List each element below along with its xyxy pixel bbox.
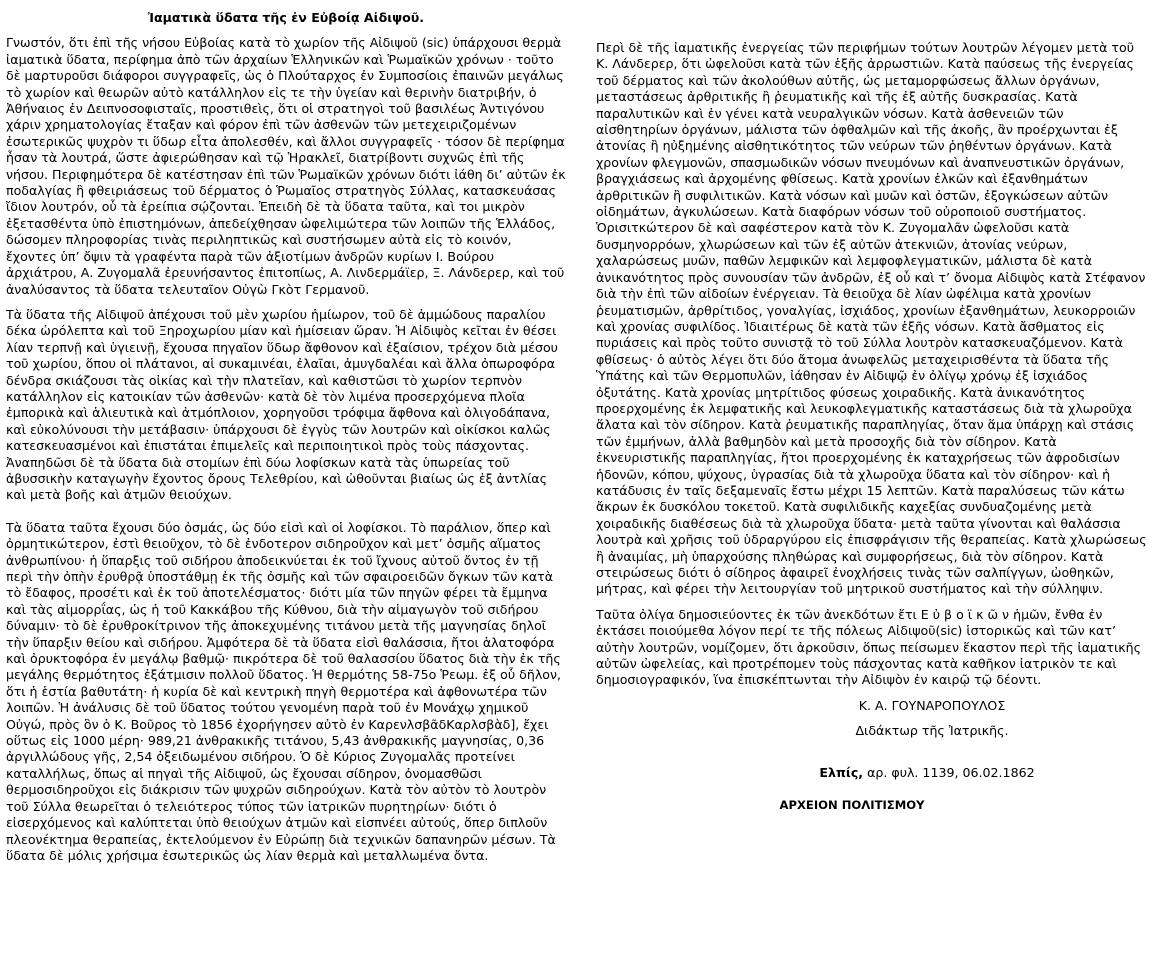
source-citation [706,765,1148,781]
paragraph-intro: Γνωστόν, ὅτι ἐπὶ τῆς νήσου Εὐβοίας κατὰ τὸ χωρίον τῆς Αἰδιψοῦ (sic) ὑπάρχουσι θερμὰ ἰαματικὰ ὕδατα, περίφημα ἀπὸ τῶν ἀρχαίων Ἑλληνικῶν καὶ Ῥωμαϊκῶν χρόνων · τοῦτο δὲ μαρτυροῦσι διάφοροι συγγραφεῖς, ὡς ὁ Πλούταρχος ἐν Συμποσίοις ἐπαινῶν μεγάλως τὸ χωρίον καὶ θεωρῶν αὐτὸ κατάλληλον εἰς τε τὴν ὑγείαν καὶ θερινὴν διατριβήν, ὁ Ἀθήναιος ἐν Δειπνοσοφισταῖς, προστιθεὶς, ὅτι οἱ στρατηγοὶ τοῦ βασιλέως Ἀντιγόνου χάριν χρηματολογίας ἔταξαν καὶ φόρον ἐπὶ τῶν ἀσθενῶν τῶν μετεχειριζομένων ἐσωτερικῶς ψυχρὸν τι ὕδωρ εἶτα ἀπολεσθέν, καὶ ἄλλοι συγγραφεῖς · τόσον δὲ περίφημα ἦσαν τὰ λουτρά, ὥστε ἀφιερώθησαν καὶ τῷ Ἡρακλεῖ, διατρίβοντι συχνῶς ἐπὶ τῆς νήσου. Περιφημότερα δὲ κατέστησαν ἐπὶ τῶν Ῥωμαϊκῶν χρόνων διότι ἰάθη δι’ αὐτῶν ἐκ ποδαλγίας ἢ φθειριάσεως τοῦ δέρματος ὁ Ῥωμαῖος στρατηγὸς Σύλλας, κατασκευάσας ἴδιον λουτρόν, οὗ τὰ ἐρείπια σῴζονται. Ἐπειδὴ δὲ τὰ ὕδατα ταῦτα, καὶ τοι μικρὸν ἐξετασθέντα ὑπὸ ἐπιστημόνων, ἀπεδείχθησαν ὠφελιμώτερα τῶν λοιπῶν τῆς Ἑλλάδος, δώσομεν πληροφορίας τινὰς περιληπτικῶς καὶ συστήσωμεν αὐτὰ εἰς τὸ κοινόν, ἔχοντες ὑπ’ ὄψιν τὰ γραφέντα παρὰ τῶν ἀξιοτίμων ἀνδρῶν κυρίων Ι. Βούρου ἀρχιάτρου, Α. Ζυγομαλᾶ ἐρευνήσαντος ἐπιτοπίως, Α. Λινδερμάϊερ, Ξ. Λάνδερερ, καὶ τοῦ ἀναλύσαντος τὰ ὕδατα τελευταῖον Οὐγὼ Γκὸτ Γερμανοῦ. [6,35,566,297]
right-column [596,40,1148,813]
author-name: Κ. Α. ΓΟΥΝΑΡΟΠΟΥΛΟΣ [858,697,1006,713]
author-role: Διδάκτωρ τῆς Ἰατρικῆς. [855,723,1009,739]
paragraph-location: Τὰ ὕδατα τῆς Αἰδιψοῦ ἀπέχουσι τοῦ μὲν χωρίου ἡμίωρον, τοῦ δὲ ἀμμώδους παραλίου δέκα ὡρόλεπτα καὶ τοῦ Ξηροχωρίου μίαν καὶ ἡμίσειαν ὥραν. Ἡ Αἰδιψὸς κεῖται ἐν θέσει λίαν τερπνῇ καὶ ὑγιεινῇ, ἔχουσα πηγαῖον ὕδωρ ἄφθονον καὶ ἐξαίσιον, τρέχον διὰ μέσου τοῦ χωρίου, ὅπου οἱ πλάτανοι, αἱ συκαμινέαι, ἐλαῖαι, ἀμυγδαλέαι καὶ ἄλλα ὀπωροφόρα δένδρα σκιάζουσι τὰς οἰκίας καὶ τὴν πλατεῖαν, καὶ καθιστῶσι τὸ χωρίον τερπνὸν κατάλληλον εἰς κατοικίαν τῶν ἀσθενῶν· κατὰ δὲ τὸν λιμένα προσερχόμενα πλοῖα ἐμπορικὰ καὶ ἁλιευτικὰ καὶ ἀτμόπλοιον, χορηγοῦσι τρόφιμα ἄφθονα καὶ ὀλιγοδάπανα, καὶ εὐκολύνουσι τὴν μετάβασιν· ὑπάρχουσι δὲ ἐγγὺς τῶν λουτρῶν καὶ οἰκίσκοι καλῶς κατεσκευασμένοι καὶ ἐπιστάται ἐπιμελεῖς καὶ περιποιητικοὶ πρὸς τοὺς πάσχοντας. Ἀναπηδῶσι δὲ τὰ ὕδατα διὰ στομίων ἐπὶ δύω λοφίσκων κατὰ τὰς ὑπωρείας τοῦ ἀβυσσικὴν καταγωγὴν ἔχοντος ὄρους Τελεθρίου, καὶ ὠθοῦνται βιαίως ὡς ἐξ ἀντλίας καὶ μετὰ βοῆς καὶ ἀτμῶν θειούχων. [6,306,558,503]
issue-details: αρ. φυλ. 1139, 06.02.1862 [863,764,1035,780]
archive-label: ΑΡΧΕΙΟΝ ΠΟΛΙΤΙΣΜΟΥ [779,798,925,813]
paragraph-therapeutic-effects: Περὶ δὲ τῆς ἰαματικῆς ἐνεργείας τῶν περιφήμων τούτων λουτρῶν λέγομεν μετὰ τοῦ Κ. Λάνδερερ, ὅτι ὠφελοῦσι κατὰ τῶν ἑξῆς ἀρρωστιῶν. Κατὰ παύσεως τῆς ἐνεργείας τοῦ δέρματος καὶ τῶν ἀκολούθων αὐτῆς, ὡς μεταμορφώσεως ἄλλων ὀργάνων, μεταστάσεως ἀρθριτικῆς ἢ ῥευματικῆς καὶ τῆς ἐξ αὐτῆς δυσκρασίας. Κατὰ παραλυτικῶν καὶ ἐν γένει κατὰ νευραλγικῶν νόσων. Κατὰ ἀσθενειῶν τῶν αἰσθητηρίων ὀργάνων, μάλιστα τῶν ὀφθαλμῶν καὶ τῆς ἀκοῆς, ἂν προέρχωνται ἐξ ἀτονίας ἢ ηὐξημένης αἰσθητικότητος τῶν νεύρων τῶν ῥηθέντων ὀργάνων. Κατὰ χρονίων φλεγμονῶν, σπασμωδικῶν νόσων πνευμόνων καὶ ἀναπνευστικῶν ὀργάνων, βραγχιάσεως καὶ ἀρχομένης φθίσεως. Κατὰ χρονίων ἑλκῶν καὶ ἐξανθημάτων ἀρθριτικῶν ἢ συφιλιτικῶν. Κατὰ νόσων καὶ μυῶν καὶ ὀστῶν, ἐξογκώσεων αὐτῶν οἰδημάτων, ἀγκυλώσεων. Κατὰ διαφόρων νόσων τοῦ οὐροποιοῦ συστήματος. Ὁρισιτκώτερον δὲ καὶ σαφέστερον κατὰ τὸν Κ. Ζυγομαλᾶν ὠφελοῦσι κατὰ δυσμηνορρόων, χλωρώσεων καὶ τῶν ἐξ αὐτῶν ἀτεκνιῶν, ἀτονίας νεύρων, χαλαρώσεως μυῶν, παθῶν λεμφικῶν καὶ λεμφοφλεγματικῶν, μάλιστα δὲ κατὰ ἀνικανότητος πρὸς συνουσίαν τῶν ἀνδρῶν, ἐξ οὗ καὶ τ’ ὄνομα Αἰδιψὸς κατὰ Στέφανον διὰ τὴν ἐπὶ τῶν αἰδοίων ἐνέργειαν. Τὰ θειοῦχα δὲ λίαν ὠφέλιμα κατὰ χρονίων ῥευματισμῶν, ἀρθρίτιδος, γοναλγίας, ἰσχιάδος, χρονίων ἐξανθημάτων, λευκορροιῶν καὶ χρονίας συφιλίδος. Ἰδιαιτέρως δὲ κατὰ τῶν ἑξῆς νόσων. Κατὰ ἄσθματος εἰς πυριάσεις καὶ πρὸς τοῦτο συνιστᾷ τὸ τοῦ Σύλλα λουτρὸν κατασκευαζόμενον. Κατὰ φθίσεως· ὁ αὐτὸς λέγει ὅτι δύο ἄτομα ἀνωφελῶς μεταχειρισθέντα τὰ ὕδατα τῆς Ὑπάτης καὶ τῶν Θερμοπυλῶν, ἰάθησαν ἐν Αἰδιψῷ ἐν ὀλίγῳ χρόνῳ ἐξ ἰσχιάδος ὀξυτάτης. Κατὰ χρονίας μητρίτιδος φύσεως χοιραδικῆς. Κατὰ ἀνικανότητος προερχομένης ἐκ λεμφατικῆς καὶ λευκοφλεγματικῆς καταστάσεως διὰ τὰ χλωροῦχα ἅλατα καὶ τὸν σίδηρον. Κατὰ ῥευματικῆς παραπληγίας, ὅταν ἅμα ὑπάρχῃ καὶ στάσις τῶν ἐμμήνων, ἀλλὰ βαθμηδὸν καὶ μετὰ προσοχῆς διὰ τὸν σίδηρον. Κατὰ ἐκνευριστικῆς παραπληγίας, ἤτοι προερχομένης ἐκ καταχρήσεως τῶν ἀφροδισίων ἡδονῶν, κόπου, ψύχους, ὑγρασίας διὰ τὰ χλωροῦχα ὕδατα καὶ τὸν σίδηρον· καὶ ἡ κατάδυσις ἐν ταῖς δεξαμεναῖς ἔστω μέχρι 15 λεπτῶν. Κατὰ παραλύσεως τῶν κάτω ἄκρων ἐκ δυσκόλου τοκετοῦ. Κατὰ συφιλιδικῆς καχεξίας συνδυαζομένης μετὰ χοιραδικῆς διαθέσεως διὰ τὰ χλωροῦχα ὕδατα· μετὰ ταῦτα γίνονται καὶ θαλάσσια λουτρὰ καὶ χρῆσις τοῦ ὑδραργύρου εἰς ἐπισφράγισιν τῆς θεραπείας. Κατὰ χλωρώσεως ἢ ἀναιμίας, μὴ ὑπαρχούσης πληθώρας καὶ συμφορήσεως, διὰ τὸν σίδηρον. Κατὰ στειρώσεως διότι ὁ σίδηρος ἀφαιρεῖ ἐνοχλήσεις τινὰς τῶν σαλπίγγων, ὠοθηκῶν, μήτρας, καὶ φέρει τὴν λειτουργίαν τοῦ μητρικοῦ συστήματος καὶ τὴν σύλληψιν. [596,40,1147,597]
left-column [6,10,566,864]
article-title: Ἰαματικὰ ὕδατα τῆς ἐν Εὐβοίᾳ Αἰδιψοῦ. [147,10,425,25]
newspaper-name: Ελπίς, [819,764,864,780]
paragraph-conclusion: Ταῦτα ὀλίγα δημοσιεύοντες ἐκ τῶν ἀνεκδότων ἔτι Ε ὐ β ο ϊ κ ῶ ν ἡμῶν, ἔνθα ἐν ἐκτάσει ποιούμεθα λόγον περί τε τῆς πόλεως Αἰδιψοῦ(sic) ἱστορικῶς καὶ τῶν κατ’ αὐτὴν λουτρῶν, νομίζομεν, ὅτι ἀρκοῦσιν, ὅπως πείσωμεν ἕκαστον περὶ τῆς ἰαματικῆς αὐτῶν ὠφελείας, καὶ προτρέπομεν τοὺς πάσχοντας κατὰ καθῆκον ἰατρικὸν τε καὶ δημοσιογραφικόν, ἵνα ἐπισκέπτωνται τὴν Αἰδιψὸν ἐν καιρῷ τῷ δέοντι. [596,606,1141,688]
paragraph-composition: Τὰ ὕδατα ταῦτα ἔχουσι δύο ὀσμάς, ὡς δύο εἰσὶ καὶ οἱ λοφίσκοι. Τὸ παράλιον, ὅπερ καὶ ὀρμητικώτερον, ἐστὶ θειοῦχον, τὸ δὲ ἐνδοτερον σιδηροῦχον καὶ μετ’ ὀσμῆς αἵματος ἀνθρωπίνου· ἡ ὕπαρξις τοῦ σιδήρου ἀποδεικνύεται ἐκ τοῦ ἴχνους αὐτοῦ ὄντος ἐν τῇ περὶ τὴν ὀπὴν ἐρυθρᾷ ὑποστάθμῃ ἐκ τῆς ὀσμῆς καὶ τῶν σφαιροειδῶν ὄγκων τῶν κατὰ τὸ ἔδαφος, προσέτι καὶ ἐκ τοῦ ἀποτελέσματος· διότι μία τῶν πηγῶν φέρει τὰ ἔμμηνα καὶ τὰς αἱμορρΐας, ὡς ἡ τοῦ Κακκάβου τῆς Κύθνου, διὰ τὴν αἱμαγωγὸν τοῦ σιδήρου δύναμιν· τὸ δὲ ἐρυθροκίτρινον τῆς ἀποκεχυμένης τιτάνου μετὰ τῆς μαγνησίας δηλοῖ τὴν ὕπαρξιν θείου καὶ σιδήρου. Ἀμφότερα δὲ τὰ ὕδατα εἰσὶ θαλάσσια, ἤτοι ἁλατοφόρα καὶ ὀρυκτοφόρα ἐν μεγάλῳ βαθμῷ· πικρότερα δὲ τοῦ θαλασσίου ὕδατος διὰ τὴν ἐκ τῆς μεγάλης θερμότητος ἐξάτμισιν πολλοῦ ὕδατος. Ἡ θερμότης 58-75ο Ῥεωμ. ἐξ οὗ δῆλον, ὅτι ἡ ἑστία βαθυτάτη· ἡ κυρία δὲ καὶ κεντρικὴ πηγὴ θερμοτέρα καὶ ἀφθονωτέρα τῶν λοιπῶν. Ἡ ἀνάλυσις δὲ τοῦ ὕδατος τούτου γενομένη παρὰ τοῦ ἐν Μονάχῳ χημικοῦ Οὐγώ, πρὸς ὃν ὁ Κ. Βοῦρος τὸ 1856 ἐχορήγησεν αὐτὸ ἐν ΚαρενλσβᾶδΚαρλσβὰδ], ἔχει οὕτως εἰς 1000 μέρη· 989,21 ἀνθρακικῆς τιτάνου, 5,43 ἀνθρακικῆς μαγνησίας, 0,36 ἀργιλλώδους γῆς, 2,54 ὀξειδωμένου σιδήρου. Ὁ δὲ Κύριος Ζυγομαλᾶς προτείνει καταλλήλως, ὅπως αἱ πηγαὶ τῆς Αἰδιψοῦ, ὡς ἔχουσαι σίδηρον, ὀνομασθῶσι θερμοσιδηροῦχοι εἰς διάκρισιν τῶν ψυχρῶν σιδηρούχων. Κατὰ τὸν αὐτὸν τὸ λουτρὸν τοῦ Σύλλα θεωρεῖται ὁ τελειότερος τύπος τῶν ἰατρικῶν πυρητηρίων· διότι ὁ εἰσερχόμενος καὶ καλύπτεται ὑπὸ θειούχων ἀτμῶν καὶ εἰσπνέει αὐτούς, ὅπερ διπλοῦν πλεονέκτημα θεραπείας, ἐκτελούμενον ἐν Εὐρώπῃ διὰ τεχνικῶν δαπανηρῶν μέσων. Τὰ ὕδατα δὲ μόλις χρήσιμα ἐσωτερικῶς ὡς λίαν θερμὰ καὶ μεταλλωμένα ὄντα. [6,519,562,863]
